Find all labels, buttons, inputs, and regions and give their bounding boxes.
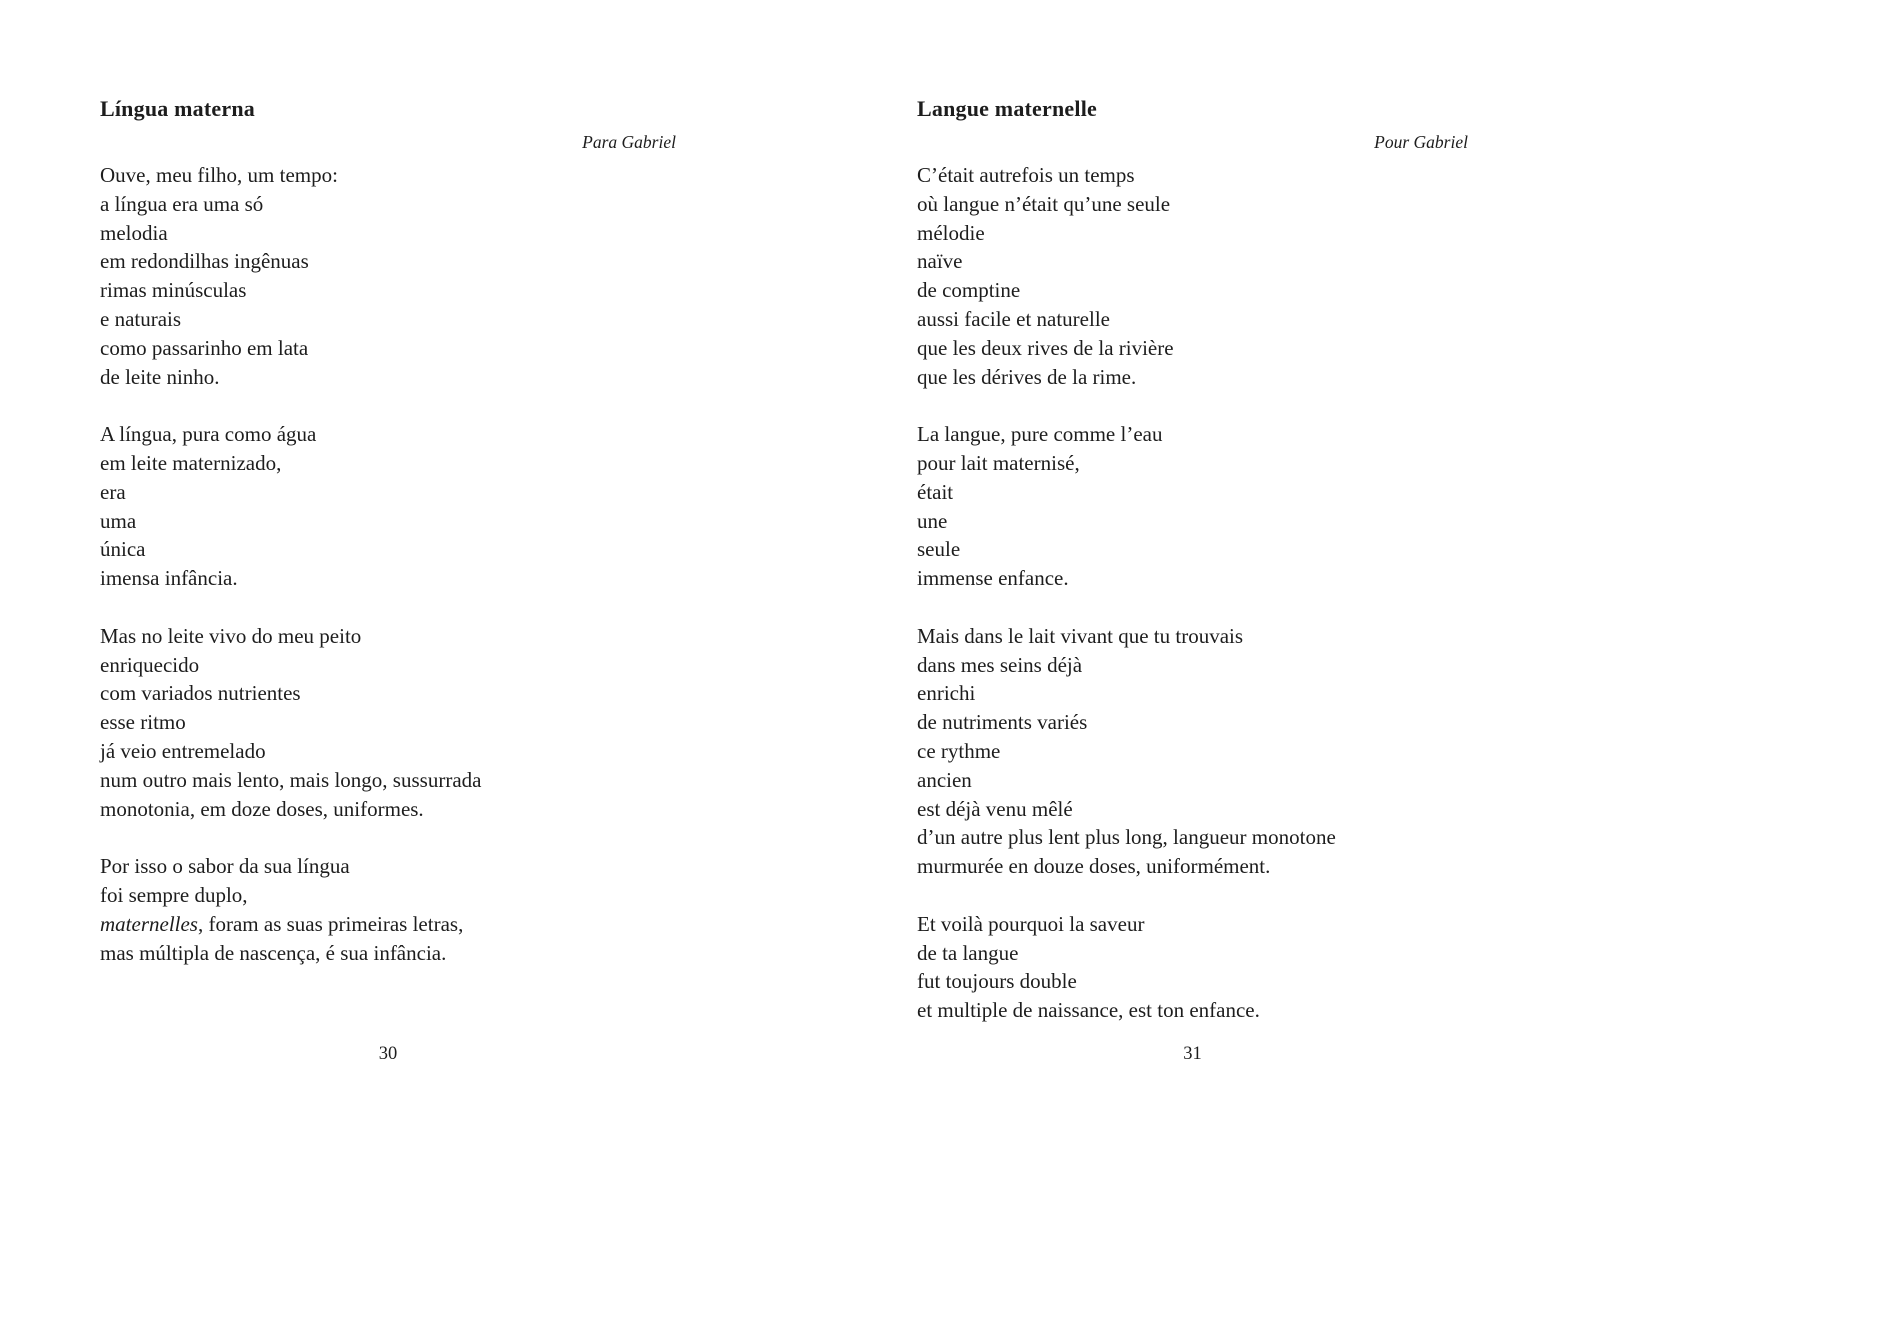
poem-line [100, 420, 676, 449]
poem-line [917, 737, 1468, 766]
poem-line [917, 651, 1468, 680]
poem-line-segment: Et voilà pourquoi la saveur [917, 911, 1145, 936]
poem-line-segment: fut toujours double [917, 969, 1077, 994]
page-number-right: 31 [1183, 1044, 1202, 1064]
poem-line [100, 737, 676, 766]
stanza [917, 420, 1468, 593]
poem-line-segment: como passarinho em lata [100, 335, 309, 360]
poem-line [917, 449, 1468, 478]
poem-line [100, 334, 676, 363]
poem-line-segment: foi sempre duplo, [100, 882, 248, 907]
poem-line [100, 564, 676, 593]
poem-line-segment: était [917, 479, 954, 504]
poem-line-segment: de ta langue [917, 940, 1019, 965]
page-left [100, 96, 676, 1106]
poem-line-segment: de nutriments variés [917, 710, 1088, 735]
poem-line [100, 276, 676, 305]
poem-line [100, 651, 676, 680]
poem-line [917, 305, 1468, 334]
poem-title-french: Langue maternelle [917, 96, 1097, 121]
poem-line-segment: esse ritmo [100, 710, 186, 735]
poem-line-segment: pour lait maternisé, [917, 450, 1080, 475]
poem-line-segment: única [100, 537, 146, 562]
poem-line-segment: Ouve, meu filho, um tempo: [100, 163, 338, 187]
poem-line [100, 881, 676, 910]
poem-line-segment: et multiple de naissance, est ton enfance. [917, 998, 1260, 1023]
stanza [100, 161, 676, 391]
poem-line-segment: rimas minúsculas [100, 278, 247, 303]
poem-line [917, 939, 1468, 968]
poem-line [917, 420, 1468, 449]
stanza [917, 622, 1468, 881]
page-number-left: 30 [378, 1044, 398, 1064]
poem-line-segment: murmurée en douze doses, uniformément. [917, 854, 1271, 879]
poem-line-segment: Mais dans le lait vivant que tu trouvais [917, 623, 1244, 648]
poem-line-segment: enriquecido [100, 652, 200, 677]
poem-line-segment: Mas no leite vivo do meu peito [100, 623, 362, 648]
poem-line [917, 967, 1468, 996]
poem-line [100, 708, 676, 737]
poem-line-segment: de leite ninho. [100, 364, 220, 389]
poem-line [917, 535, 1468, 564]
poem-line-segment: monotonia, em doze doses, uniformes. [100, 796, 424, 821]
poem-line [917, 276, 1468, 305]
poem-line [917, 679, 1468, 708]
poem-line [917, 766, 1468, 795]
poem-line-segment: mas múltipla de nascença, é sua infância. [100, 940, 447, 965]
poem-body-french [917, 161, 1468, 1025]
poem-line [100, 190, 676, 219]
poem-line-segment: C’était autrefois un temps [917, 163, 1135, 187]
poem-line-segment: já veio entremelado [100, 738, 266, 763]
poem-line [100, 305, 676, 334]
poem-line-segment: em leite maternizado, [100, 450, 282, 475]
poem-line-segment: que les dérives de la rime. [917, 364, 1137, 389]
poem-line [917, 795, 1468, 824]
poem-line-segment: , foram as suas primeiras letras, [197, 911, 464, 936]
poem-line-segment: ce rythme [917, 738, 1001, 763]
stanza [100, 622, 676, 824]
poem-line-segment: e naturais [100, 306, 182, 331]
poem-line-segment: Por isso o sabor da sua língua [100, 854, 350, 879]
poem-line-segment: dans mes seins déjà [917, 652, 1083, 677]
poem-line [917, 708, 1468, 737]
stanza [917, 910, 1468, 1025]
stanza [100, 852, 676, 967]
poem-line [917, 190, 1468, 219]
stanza [100, 420, 676, 593]
poem-line-segment: d’un autre plus lent plus long, langueur monotone [917, 825, 1336, 850]
poem-line-segment: naïve [917, 249, 963, 274]
poem-line-segment: mélodie [917, 220, 985, 245]
poem-line [100, 247, 676, 276]
dedication-french: Pour Gabriel [1374, 132, 1468, 152]
poem-line [100, 478, 676, 507]
poem-line-segment: melodia [100, 220, 168, 245]
poem-line [917, 852, 1468, 881]
poem-line [100, 795, 676, 824]
poem-line-segment: com variados nutrientes [100, 681, 301, 706]
poem-line-segment: La langue, pure comme l’eau [917, 422, 1163, 447]
poem-line-segment: enrichi [917, 681, 976, 706]
poem-title-portuguese: Língua materna [100, 96, 255, 121]
poem-line [917, 564, 1468, 593]
poem-line [100, 507, 676, 536]
poem-line [917, 507, 1468, 536]
poem-line-segment: imensa infância. [100, 566, 238, 591]
poem-line [917, 823, 1468, 852]
poem-line-segment: em redondilhas ingênuas [100, 249, 309, 274]
poem-line [917, 363, 1468, 392]
poem-line-segment: a língua era uma só [100, 191, 264, 216]
poem-line-segment: de comptine [917, 278, 1021, 303]
poem-line [100, 161, 676, 190]
page-right [917, 96, 1468, 1106]
poem-line-segment: uma [100, 508, 137, 533]
poem-line [917, 622, 1468, 651]
stanza [917, 161, 1468, 391]
poem-line [100, 449, 676, 478]
poem-line-segment: aussi facile et naturelle [917, 306, 1110, 331]
poem-line [100, 939, 676, 968]
poem-line [100, 622, 676, 651]
poem-line [917, 219, 1468, 248]
poem-line-italic-segment: maternelles [100, 911, 198, 936]
poem-line-segment: que les deux rives de la rivière [917, 335, 1174, 360]
poem-line [100, 852, 676, 881]
poem-line [917, 996, 1468, 1025]
poem-line-segment: immense enfance. [917, 566, 1069, 591]
poem-line [100, 910, 676, 939]
poem-line [917, 478, 1468, 507]
poem-line [917, 910, 1468, 939]
poem-line [100, 766, 676, 795]
poem-line [917, 334, 1468, 363]
poem-line-segment: ancien [917, 767, 972, 792]
poem-body-portuguese [100, 161, 676, 967]
poem-line-segment: où langue n’était qu’une seule [917, 191, 1171, 216]
poem-line [100, 679, 676, 708]
poem-line-segment: seule [917, 537, 961, 562]
poem-line-segment: une [917, 508, 948, 533]
dedication-portuguese: Para Gabriel [582, 132, 676, 152]
poem-line [917, 161, 1468, 190]
poem-line-segment: est déjà venu mêlé [917, 796, 1073, 821]
poem-line [100, 219, 676, 248]
poem-line [917, 247, 1468, 276]
poem-line-segment: A língua, pura como água [100, 422, 317, 447]
poem-line-segment: era [100, 479, 126, 504]
poem-line [100, 363, 676, 392]
poem-line-segment: num outro mais lento, mais longo, sussurrada [100, 767, 482, 792]
poem-line [100, 535, 676, 564]
